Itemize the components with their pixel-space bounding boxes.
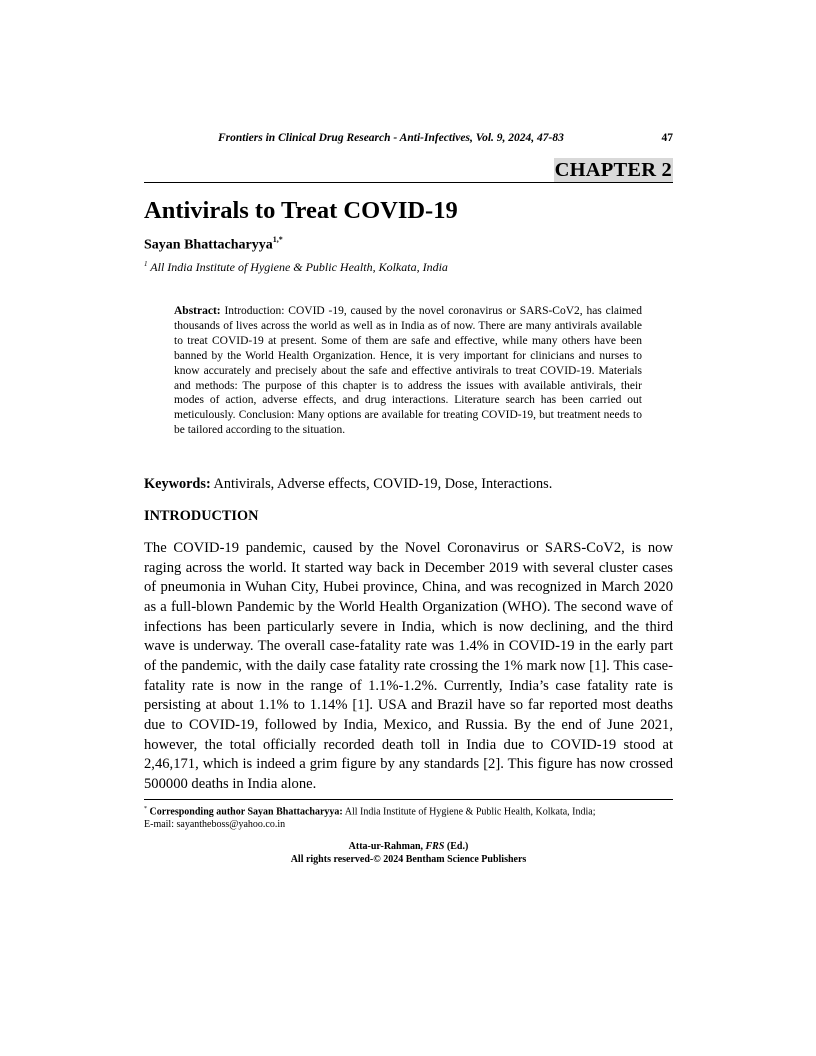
editor-suffix: (Ed.): [444, 841, 469, 852]
editor-name: Atta-ur-Rahman,: [348, 841, 426, 852]
footnote-mark: *: [144, 806, 147, 812]
abstract-text: Introduction: COVID -19, caused by the novel coronavirus or SARS-CoV2, has claimed thousands of lives across the world as well as in India as of now. There are many antivirals available to treat COVID-19 at present. Some of them are safe and effective, while many others have been banned by the World Health Organization. Hence, it is very important for clinicians and nurses to know accurately and precisely about the safe and effective antivirals to treat COVID-19. Materials and methods: The purpose of this chapter is to address the issues with available antivirals, their modes of action, adverse effects, and drug interactions. Literature search has been carried out meticulously. Conclusion: Many options are available for treating COVID-19, but treatment needs to be tailored according to the situation.: [174, 305, 642, 437]
chapter-divider: [144, 182, 673, 183]
author-marks: 1,*: [272, 235, 283, 244]
abstract-label: Abstract:: [174, 305, 221, 317]
chapter-label: CHAPTER 2: [554, 159, 672, 181]
introduction-paragraph: The COVID-19 pandemic, caused by the Novel Coronavirus or SARS-CoV2, is now raging across the world. It started way back in December 2019 with several cluster cases of pneumonia in Wuhan City, Hubei province, China, and was recognized in March 2020 as a full-blown Pandemic by the World Health Organization (WHO). The second wave of infections has been particularly severe in India, which is now declining, and the third wave is underway. The overall case-fatality rate was 1.4% in COVID-19 in the early part of the pandemic, with the daily case fatality rate crossing the 1% mark now [1]. This case-fatality rate is now in the range of 1.1%-1.2%. Currently, India’s case fatality rate is persisting at about 1.1% to 1.14% [1]. USA and Brazil have so far reported most deaths due to COVID-19, followed by India, Mexico, and Russia. By the end of June 2021, however, the total officially recorded death toll in India due to COVID-19 stood at 2,46,171, which is indeed a grim figure by any standards [2]. This figure has now crossed 500000 deaths in India alone.: [144, 540, 673, 792]
affiliation-mark: 1: [144, 260, 148, 268]
page-number: 47: [661, 132, 673, 144]
editor-title: FRS: [425, 841, 445, 852]
footnote-email: E-mail: sayantheboss@yahoo.co.in: [144, 819, 286, 831]
footnote-line-1: [144, 803, 673, 818]
abstract: [174, 304, 642, 438]
chapter-title: Antivirals to Treat COVID-19: [144, 197, 458, 224]
keywords-label: Keywords:: [144, 476, 211, 492]
author-affiliation: [144, 260, 448, 275]
rights-line: All rights reserved-© 2024 Bentham Science Publishers: [290, 853, 527, 865]
author-name: Sayan Bhattacharyya: [144, 237, 273, 253]
author-line: [144, 236, 283, 254]
footnote: [144, 803, 673, 831]
affiliation-text: All India Institute of Hygiene & Public Health, Kolkata, India: [150, 260, 448, 274]
keywords: [144, 476, 552, 493]
journal-citation: Frontiers in Clinical Drug Research - Anti-Infectives, Vol. 9, 2024, 47-83: [218, 132, 564, 144]
editor-line: [144, 841, 673, 854]
keywords-text: Antivirals, Adverse effects, COVID-19, Dose, Interactions.: [210, 476, 553, 492]
publisher-block: [144, 841, 673, 866]
running-header: [144, 132, 673, 148]
footnote-text: All India Institute of Hygiene & Public Health, Kolkata, India;: [342, 806, 596, 818]
footnote-divider: [144, 799, 673, 800]
section-heading-introduction: INTRODUCTION: [144, 508, 259, 524]
footnote-label: Corresponding author Sayan Bhattacharyya:: [149, 806, 343, 818]
